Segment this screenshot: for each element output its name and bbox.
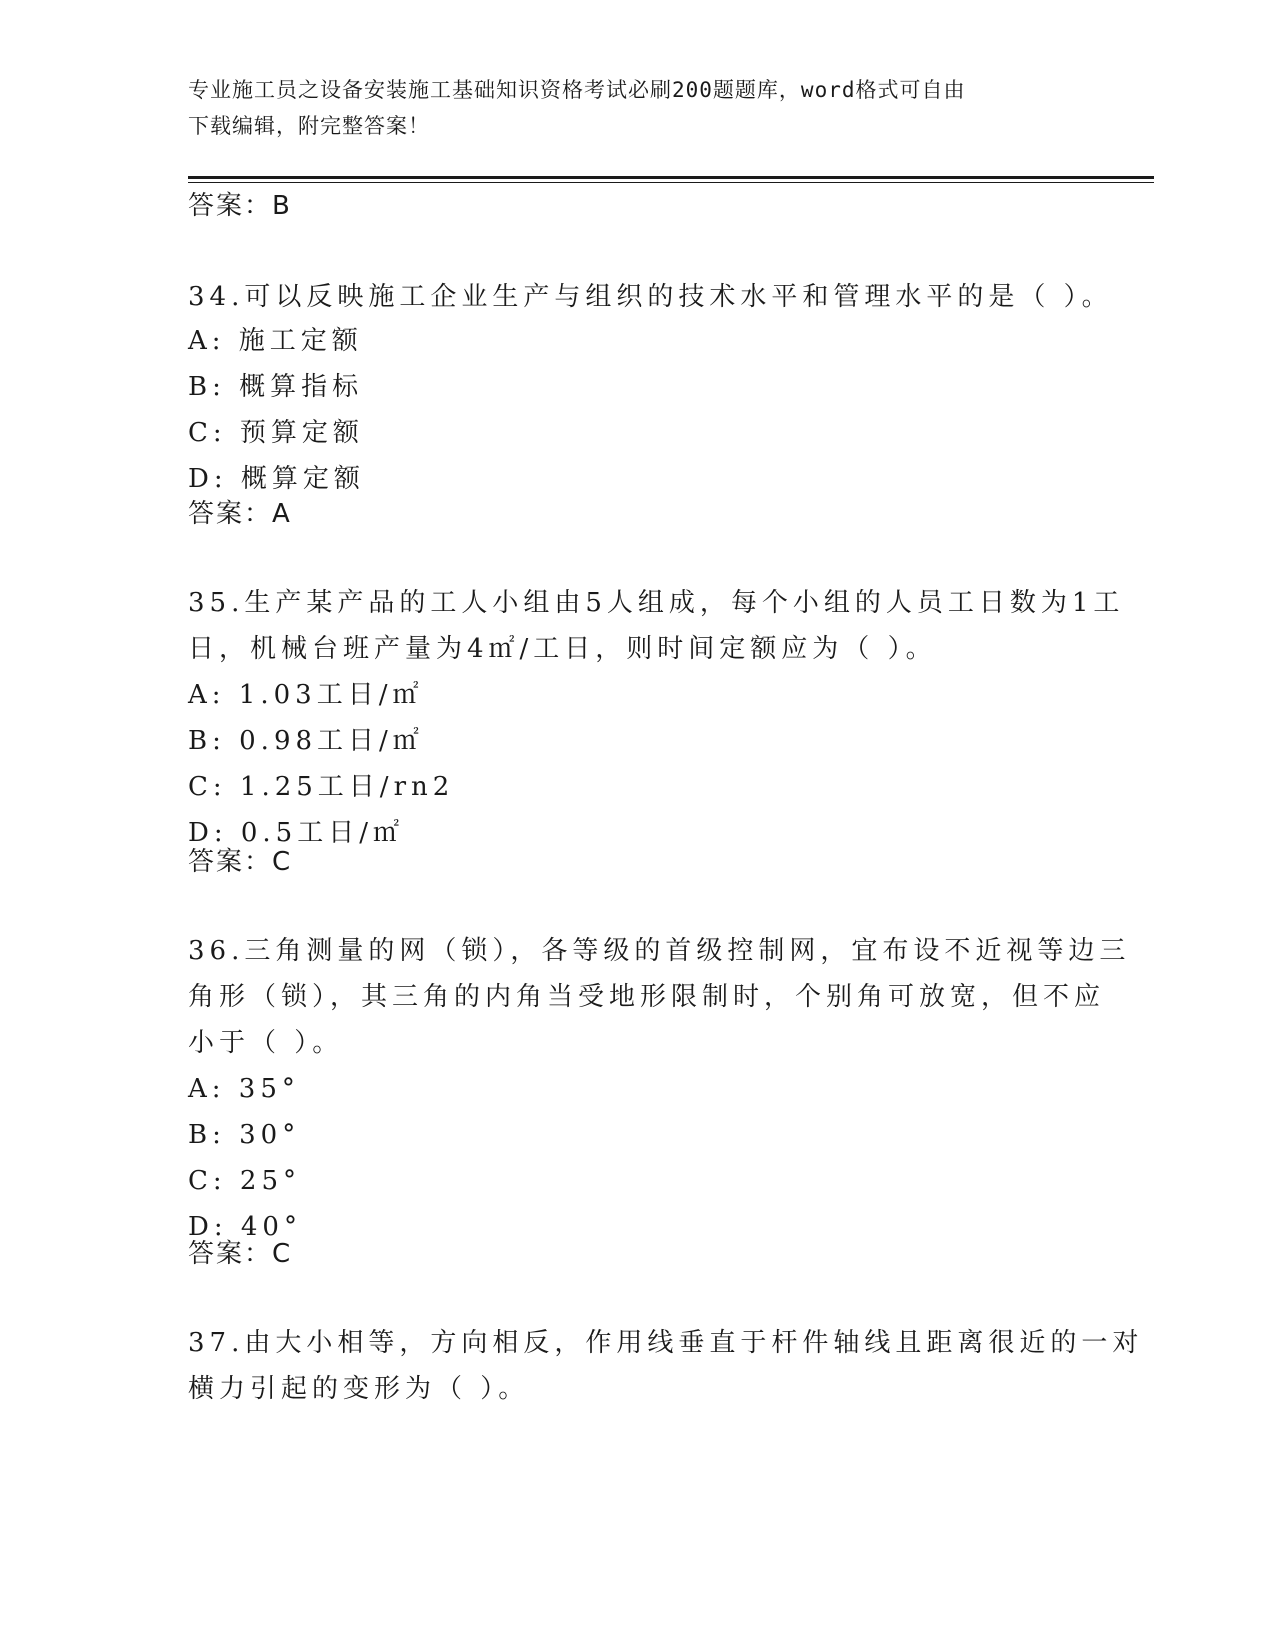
question-37: [188, 1320, 1144, 1412]
question-36-text-line-3: 小于（ ）。: [188, 1028, 344, 1058]
answer-label-36: 答案：C: [188, 1239, 293, 1269]
question-36-text-line-2: 角形（锁），其三角的内角当受地形限制时，个别角可放宽，但不应: [188, 982, 1106, 1012]
question-37-text-line-1: 37.由大小相等，方向相反，作用线垂直于杆件轴线且距离很近的一对: [188, 1328, 1144, 1358]
question-35: [188, 580, 1125, 856]
question-35-option-a: A: 1.03工日/㎡: [188, 680, 424, 710]
answer-label-35: 答案：C: [188, 847, 293, 877]
question-35-option-b: B: 0.98工日/㎡: [188, 726, 424, 756]
question-34-option-a: A: 施工定额: [188, 326, 363, 356]
question-34-text: 34.可以反映施工企业生产与组织的技术水平和管理水平的是（ ）。: [188, 282, 1113, 312]
question-34-option-b: B: 概算指标: [188, 372, 364, 402]
header-divider-thick: [188, 176, 1154, 179]
question-36-option-c: C: 25°: [188, 1166, 302, 1196]
header-line-2: 下载编辑，附完整答案！: [188, 114, 430, 138]
question-35-text-line-1: 35.生产某产品的工人小组由5人组成，每个小组的人员工日数为1工: [188, 588, 1125, 618]
question-37-text-line-2: 横力引起的变形为（ ）。: [188, 1374, 530, 1404]
document-header: [188, 72, 1088, 144]
question-35-option-d: D: 0.5工日/㎡: [188, 818, 404, 848]
answer-label-33: 答案：B: [188, 191, 292, 221]
answer-label-34: 答案：A: [188, 499, 292, 529]
question-34-option-c: C: 预算定额: [188, 418, 364, 448]
question-36-option-b: B: 30°: [188, 1120, 301, 1150]
header-divider-thin: [188, 182, 1154, 183]
question-35-option-c: C: 1.25工日/rn2: [188, 772, 455, 802]
question-34-option-d: D: 概算定额: [188, 464, 365, 494]
header-line-1: 专业施工员之设备安装施工基础知识资格考试必刷200题题库，word格式可自由: [188, 78, 966, 102]
question-35-text-line-2: 日，机械台班产量为4㎡/工日，则时间定额应为（ ）。: [188, 634, 937, 664]
question-36: [188, 928, 1131, 1250]
question-36-option-a: A: 35°: [188, 1074, 300, 1104]
question-36-option-d: D: 40°: [188, 1212, 302, 1242]
question-36-text-line-1: 36.三角测量的网（锁），各等级的首级控制网，宜布设不近视等边三: [188, 936, 1131, 966]
question-34: [188, 274, 1113, 502]
